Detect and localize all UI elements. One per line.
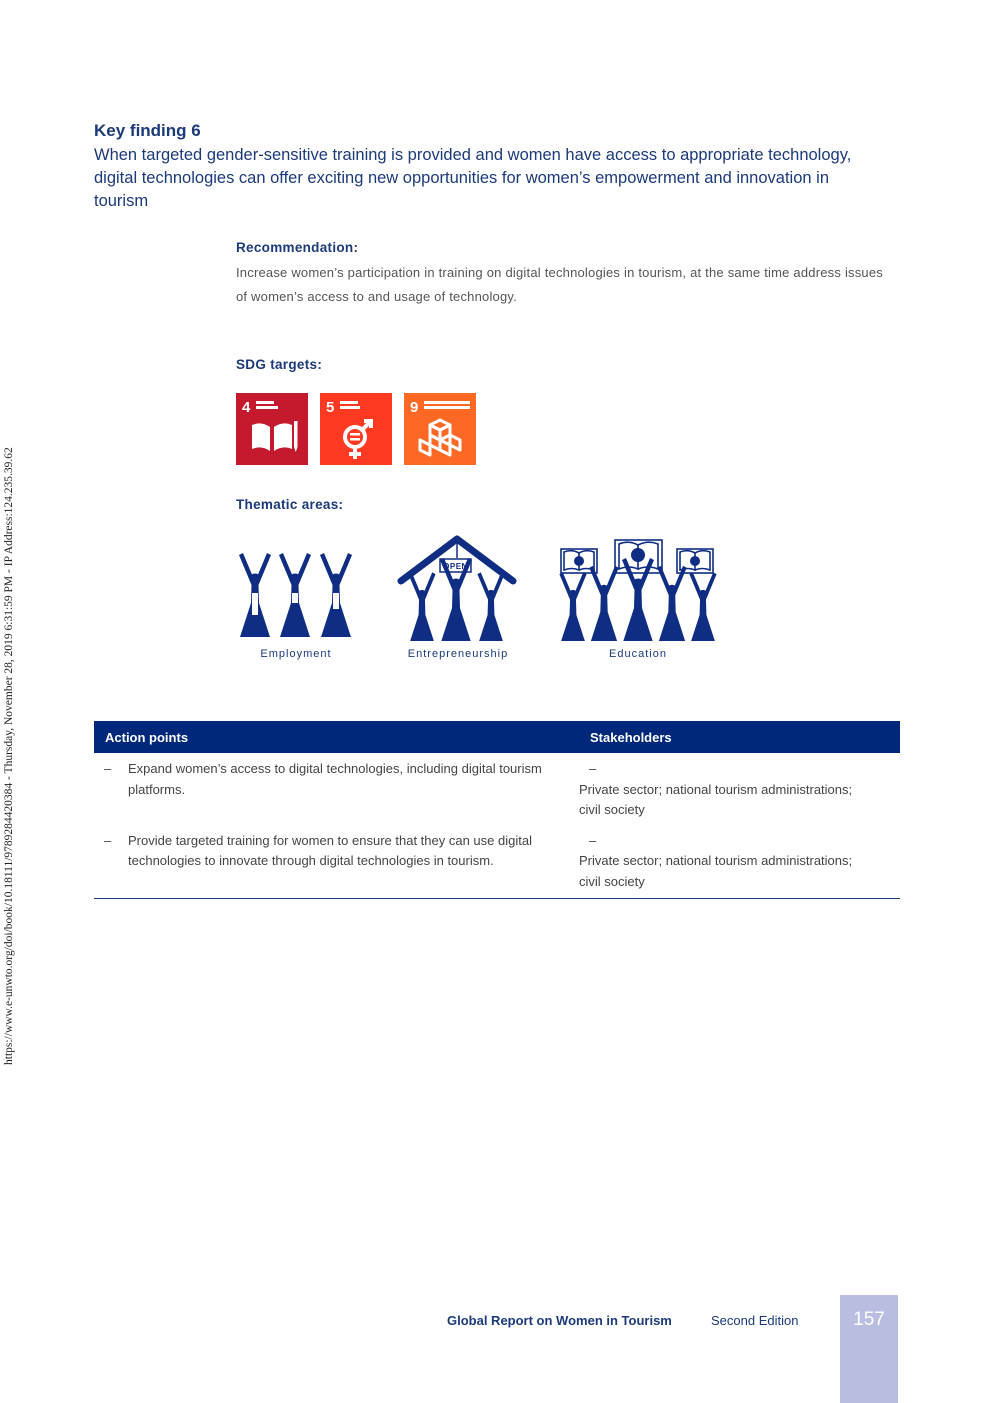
bullet-dash: –: [589, 832, 597, 848]
sdg-9-number: 9: [410, 399, 419, 416]
sdg-4-tile: [236, 393, 308, 465]
sdg-heading: SDG targets:: [236, 357, 323, 372]
sdg-9-tile: [404, 393, 476, 465]
sdg-4-number: 4: [242, 399, 251, 416]
recommendation-heading: Recommendation:: [236, 240, 359, 255]
side-url-stamp: https://www.e-unwto.org/doi/book/10.18111/9789284420384 - Thursday, November 28, 2019 6:31:59 PM - IP Address:124.235.39.62: [3, 447, 15, 1065]
table-row: [94, 753, 900, 821]
page-number-box: [840, 1295, 898, 1403]
education-icon: [556, 533, 720, 641]
thematic-heading: Thematic areas:: [236, 497, 344, 512]
table-row: [94, 821, 900, 899]
bullet-dash: –: [104, 761, 112, 776]
key-finding-title: Key finding 6: [94, 121, 201, 140]
thematic-label-employment: Employment: [260, 648, 332, 660]
bullet-dash: –: [104, 832, 112, 848]
page-number: 157: [853, 1309, 885, 1330]
action-points-table: [94, 721, 900, 899]
thematic-label-entrepreneurship: Entrepreneurship: [407, 648, 509, 660]
header-stakeholders: Stakeholders: [579, 721, 900, 753]
recommendation-text: Increase women’s participation in training on digital technologies in tourism, at the same time address issues of women’s access to and usage of technology.: [236, 265, 883, 304]
table-header-row: [94, 721, 900, 753]
action-point-text: Provide targeted training for women to ensure that they can use digital technologies to innovate through digital technologies in tourism.: [128, 832, 532, 868]
stakeholders-text: Private sector; national tourism administrations; civil society: [579, 853, 853, 889]
thematic-label-education: Education: [609, 648, 667, 660]
footer-report-title: Global Report on Women in Tourism: [447, 1313, 672, 1328]
employment-icon: [236, 533, 356, 641]
stakeholders-text: Private sector; national tourism administrations; civil society: [579, 781, 853, 817]
bullet-dash: –: [589, 761, 597, 776]
key-finding-text: When targeted gender-sensitive training is provided and women have access to appropriate technology, digital technologies can offer exciting new opportunities for women’s empowerment and innovation in tourism: [94, 146, 852, 210]
footer-edition: Second Edition: [711, 1313, 799, 1328]
entrepreneurship-icon: [397, 533, 517, 641]
sdg-5-number: 5: [326, 399, 335, 416]
header-action-points: Action points: [94, 721, 579, 753]
action-point-text: Expand women’s access to digital technologies, including digital tourism platforms.: [128, 761, 542, 797]
open-sign: OPEN: [443, 562, 468, 571]
sdg-5-tile: [320, 393, 392, 465]
